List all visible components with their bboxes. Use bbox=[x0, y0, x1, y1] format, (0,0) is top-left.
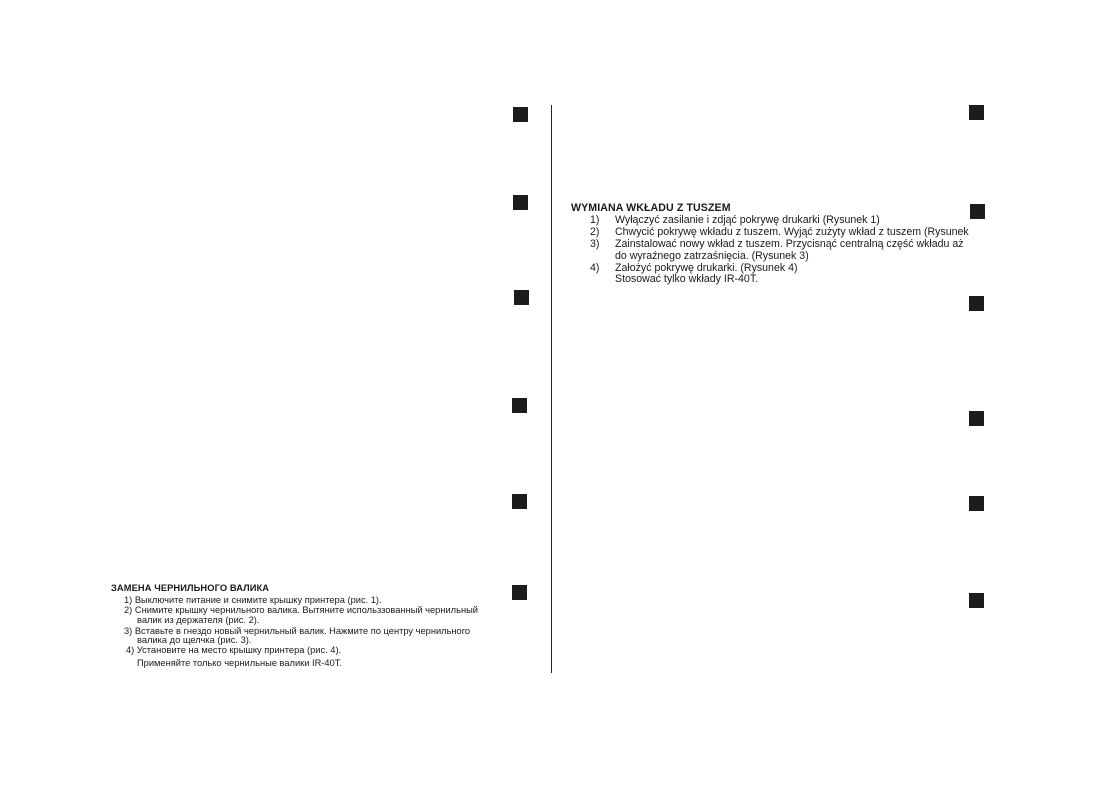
registration-marker bbox=[969, 496, 984, 511]
registration-marker bbox=[512, 494, 527, 509]
registration-marker bbox=[969, 593, 984, 608]
russian-step-4: 4) Установите на место крышку принтера (рис. 4). bbox=[126, 645, 342, 655]
polish-step-4: Założyć pokrywę drukarki. (Rysunek 4) bbox=[615, 262, 798, 274]
polish-title: WYMIANA WKŁADU Z TUSZEM bbox=[571, 202, 731, 214]
russian-note: Применяйте только чернильные валики IR-40T. bbox=[137, 658, 342, 668]
registration-marker bbox=[513, 107, 528, 122]
registration-marker bbox=[969, 411, 984, 426]
page-divider bbox=[551, 105, 552, 673]
registration-marker bbox=[513, 195, 528, 210]
registration-marker bbox=[970, 204, 985, 219]
polish-step-number: 4) bbox=[590, 262, 600, 274]
russian-step-3: 3) Вставьте в гнездо новый чернильный валик. Нажмите по центру чернильного bbox=[124, 626, 471, 636]
polish-step-2: Chwycić pokrywę wkładu z tuszem. Wyjąć zużyty wkład z tuszem (Rysunek bbox=[615, 226, 969, 238]
russian-step-2: 2) Снимите крышку чернильного валика. Вытяните использзованный чернильный bbox=[124, 605, 478, 615]
russian-title: ЗАМЕНА ЧЕРНИЛЬНОГО ВАЛИКА bbox=[111, 583, 270, 593]
polish-step-number: 3) bbox=[590, 238, 600, 250]
registration-marker bbox=[512, 398, 527, 413]
polish-step-3-cont: do wyraźnego zatrzaśnięcia. (Rysunek 3) bbox=[615, 250, 809, 262]
russian-step-1: 1) Выключите питание и снимите крышку принтера (рис. 1). bbox=[124, 595, 382, 605]
registration-marker bbox=[512, 585, 527, 600]
polish-step-3: Zainstalować nowy wkład z tuszem. Przycisnąć centralną część wkładu aż bbox=[615, 238, 964, 250]
registration-marker bbox=[969, 296, 984, 311]
russian-step-3-cont: валика до щелчка (рис. 3). bbox=[137, 635, 252, 645]
registration-marker bbox=[514, 290, 529, 305]
polish-note: Stosować tylko wkłady IR-40T. bbox=[615, 273, 759, 285]
russian-step-2-cont: валик из держателя (рис. 2). bbox=[137, 615, 260, 625]
registration-marker bbox=[969, 105, 984, 120]
polish-step-number: 1) bbox=[590, 214, 600, 226]
polish-step-number: 2) bbox=[590, 226, 600, 238]
polish-step-1: Wyłączyć zasilanie i zdjąć pokrywę drukarki (Rysunek 1) bbox=[615, 214, 880, 226]
